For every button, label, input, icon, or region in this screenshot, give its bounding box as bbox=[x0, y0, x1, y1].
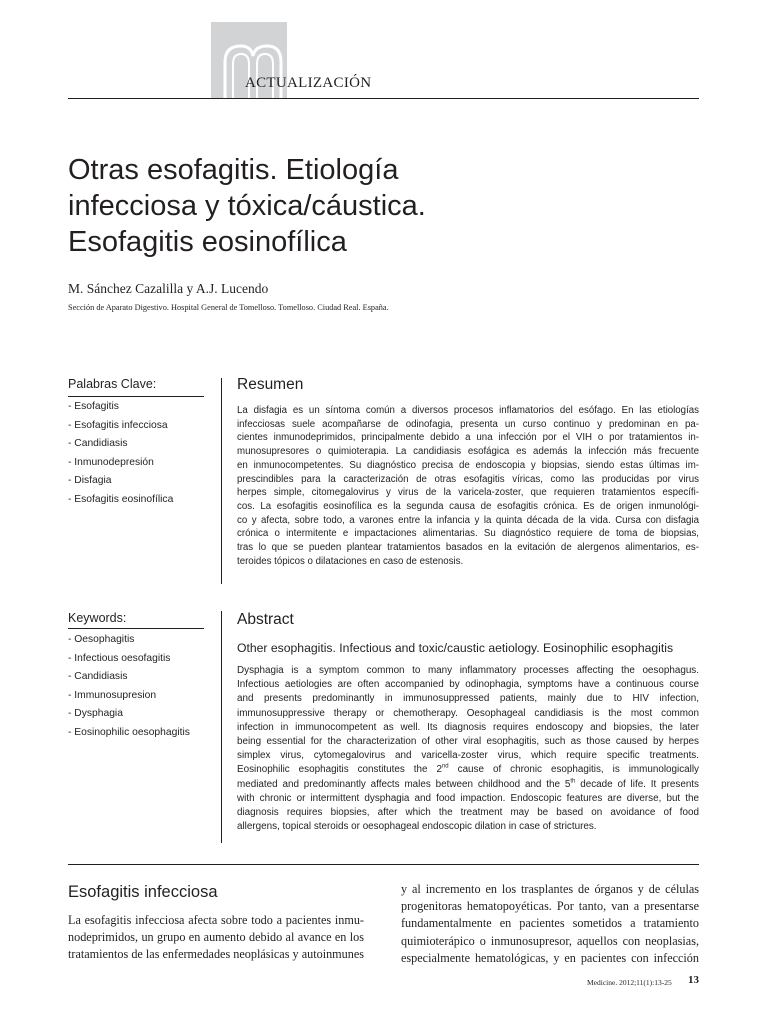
keyword-item: - Esofagitis eosinofílica bbox=[68, 493, 174, 505]
keywords-divider bbox=[68, 628, 204, 629]
ordinal-suffix: nd bbox=[441, 764, 449, 771]
body-section-heading: Esofagitis infecciosa bbox=[68, 883, 218, 901]
resumen-line: en inmunocompetentes. Su diagnóstico precisa de endoscopia y biopsias, siendo estas últimas im- bbox=[237, 459, 699, 471]
abstract-text bbox=[237, 664, 699, 834]
resumen-line: La disfagia es un síntoma común a diversos procesos inflamatorios del esófago. En las etiologías bbox=[237, 405, 699, 416]
keyword-item: - Esofagitis bbox=[68, 401, 119, 412]
keyword-item: - Dysphagia bbox=[68, 708, 123, 720]
resumen-line: cos. La esofagitis eosinofílica es la segunda causa de esofagitis crónica. Es de origen inmunológi- bbox=[237, 500, 699, 512]
keyword-item: - Eosinophilic oesophagitis bbox=[68, 726, 190, 738]
keyword-item: - Immunosupresion bbox=[68, 689, 157, 701]
abstract-line: Infectious aetiologies are often accompanied by odinophagia, symptoms have a continuous course bbox=[237, 679, 699, 691]
authors: M. Sánchez Cazalilla y A.J. Lucendo bbox=[68, 281, 269, 296]
resumen-line: herpes simple, citomegalovirus y virus de la varicela-zoster, que requieren tratamientos específi- bbox=[237, 487, 699, 499]
title-line: Esofagitis eosinofílica bbox=[68, 226, 347, 258]
title-line: Otras esofagitis. Etiología bbox=[68, 154, 399, 186]
body-line: tratamientos de las enfermedades neoplásicas y autoinmunes bbox=[68, 947, 364, 962]
body-line: fundamentalmente en pacientes sometidos a tratamiento bbox=[401, 916, 699, 931]
abstract-line-part: cause of chronic esophagitis, is immunologically bbox=[448, 764, 699, 776]
abstract-line-part: decade of life. It presents bbox=[575, 778, 699, 790]
affiliation: Sección de Aparato Digestivo. Hospital General de Tomelloso. Tomelloso. Ciudad Real. España. bbox=[68, 303, 389, 312]
abstract-line: Dysphagia is a symptom common to many inflammatory processes affecting the oesophagus. bbox=[237, 665, 699, 676]
resumen-line: munosupresores o quimioterapia. La candidiasis esofágica es además la infección más frecuente bbox=[237, 446, 699, 458]
resumen-line: tras lo que se pueden plantear tratamientos basados en la evitación de alergenos alimentarios, es- bbox=[237, 542, 699, 554]
abstract-line: being essential for the characterization of other viral esophagitis, such as those caused by herpes bbox=[237, 736, 699, 748]
abstract-line bbox=[237, 778, 699, 792]
abstract-line-part: mediated and predominantly affects males between childhood and the 5 bbox=[237, 778, 571, 790]
title-line: infecciosa y tóxica/cáustica. bbox=[68, 190, 426, 222]
body-line: nodeprimidos, un grupo en aumento debido al avance en los bbox=[68, 930, 364, 945]
keyword-item: - Disfagia bbox=[68, 475, 112, 487]
resumen-line: prescindibles para la caracterización de otras esofagitis víricas, como las producidas por virus bbox=[237, 473, 699, 485]
palabras-clave-divider bbox=[68, 396, 204, 397]
keyword-item: - Infectious oesofagitis bbox=[68, 652, 171, 664]
resumen-line: crónica o intermitente e impactaciones alimentarias. Su diagnóstico requiere de toma de biopsias, bbox=[237, 528, 699, 540]
body-line: especialmente hematológicas, y en pacientes con infección bbox=[401, 950, 699, 965]
page-number: 13 bbox=[688, 974, 699, 986]
abstract-heading: Abstract bbox=[237, 611, 294, 628]
resumen-line: cientes inmunodeprimidos, principalmente debido a una infección por el VIH o por tratamientos in- bbox=[237, 432, 699, 444]
abstract-line: immunosuppressive therapy or chemotherapy. Oesophageal candidiasis is the most common bbox=[237, 707, 699, 719]
abstract-line: infection in immunocompetent as well. Its diagnosis requires endoscopy and biopsies, the later bbox=[237, 721, 699, 733]
section-label: ACTUALIZACIÓN bbox=[245, 75, 372, 91]
body-line: quimioterápico o inmunosupresor, aquellos con neoplasias, bbox=[401, 933, 699, 948]
abstract-line: allergens, topical steroids or oesophageal endoscopic dilation in case of strictures. bbox=[237, 821, 597, 833]
abstract-subtitle: Other esophagitis. Infectious and toxic/caustic aetiology. Eosinophilic esophagitis bbox=[237, 641, 674, 655]
resumen-line: co y afecta, sobre todo, a varones entre la infancia y la quinta década de la vida. Cursa con disfagia bbox=[237, 514, 699, 526]
footer-citation: Medicine. 2012;11(1):13-25 bbox=[587, 978, 672, 987]
resumen-line: infecciosas suele acompañarse de odinofagia, presenta un curso continuo y predominan en pa- bbox=[237, 418, 699, 430]
body-column-right bbox=[401, 881, 699, 967]
resumen-line: teroides tópicos o dilataciones en caso de estenosis. bbox=[237, 555, 464, 567]
ordinal-suffix: th bbox=[570, 778, 576, 785]
body-line: progenitoras hematopoyéticas. Por tanto, van a presentarse bbox=[401, 899, 699, 914]
body-divider bbox=[68, 864, 699, 865]
palabras-clave-heading: Palabras Clave: bbox=[68, 377, 157, 391]
keyword-item: - Oesophagitis bbox=[68, 634, 135, 645]
palabras-clave-list bbox=[68, 398, 173, 510]
abstract-line: with chronic or intermittent dysphagia and food impaction. Endoscopic features are diverse, but the bbox=[237, 792, 699, 804]
resumen-text bbox=[237, 404, 699, 568]
body-line: La esofagitis infecciosa afecta sobre todo a pacientes inmu- bbox=[68, 913, 364, 927]
abstract-line: simplex virus, cytomegalovirus and varicella-zoster virus, which require specific treatments. bbox=[237, 750, 699, 762]
keyword-item: - Candidiasis bbox=[68, 438, 128, 450]
keyword-item: - Esofagitis infecciosa bbox=[68, 419, 168, 431]
abstract-line-part: Eosinophilic esophagitis constitutes the 2 bbox=[237, 764, 442, 776]
column-divider bbox=[221, 611, 222, 843]
abstract-line: diagnosis requires biopsies, after which the treatment may be based on avoidance of food bbox=[237, 807, 699, 819]
body-line: y al incremento en los trasplantes de órganos y de células bbox=[401, 882, 699, 896]
header-divider bbox=[68, 98, 699, 99]
keyword-item: - Inmunodepresión bbox=[68, 456, 154, 468]
keywords-heading: Keywords: bbox=[68, 611, 127, 625]
abstract-line: and presents predominantly in immunosuppressed patients, mainly due to HIV infection, bbox=[237, 693, 699, 705]
body-column-left bbox=[68, 912, 364, 964]
resumen-heading: Resumen bbox=[237, 376, 304, 393]
abstract-line bbox=[237, 763, 699, 777]
column-divider bbox=[221, 378, 222, 584]
keywords-list bbox=[68, 631, 190, 743]
keyword-item: - Candidiasis bbox=[68, 671, 128, 683]
article-title bbox=[68, 152, 668, 260]
